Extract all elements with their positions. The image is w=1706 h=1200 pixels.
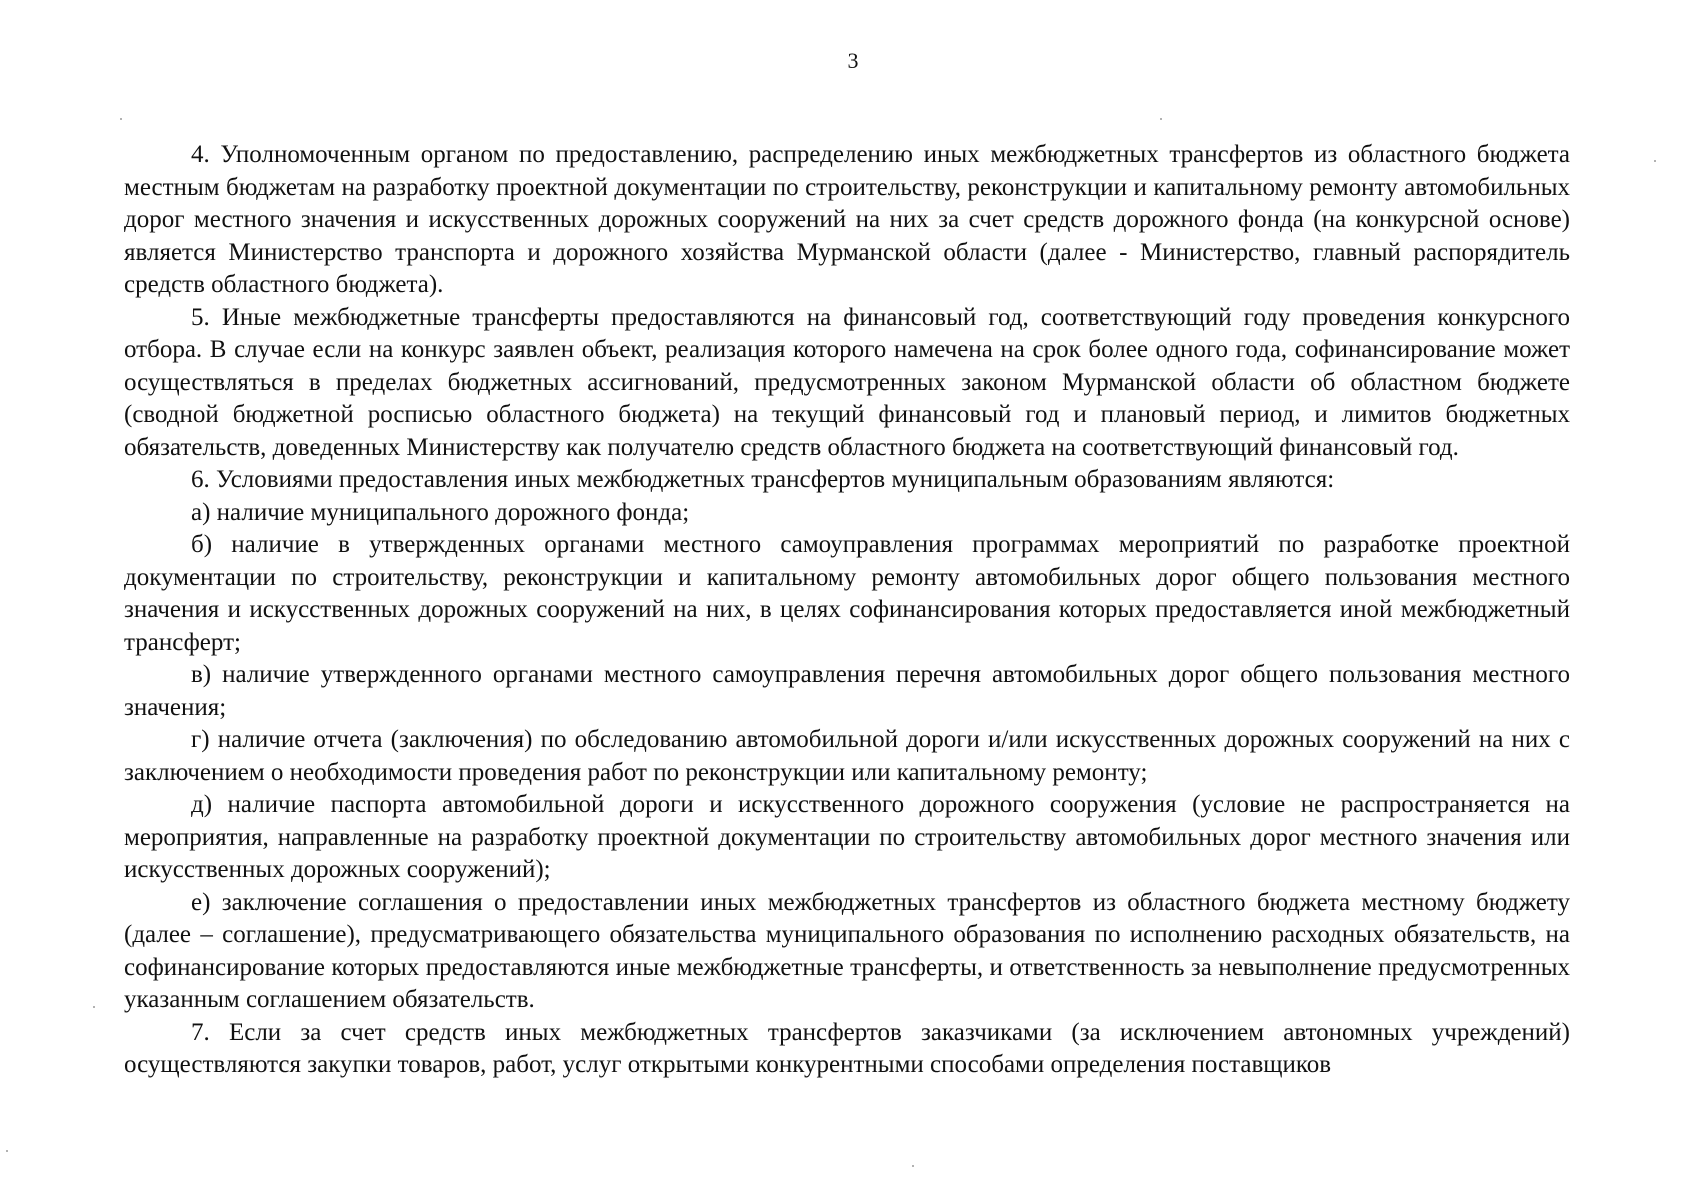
scan-speck bbox=[6, 1150, 8, 1152]
scan-speck bbox=[120, 118, 122, 120]
condition-b: б) наличие в утвержденных органами местного самоуправления программах мероприятий по разработке проектной документации по строительству, реконструкции и капитальному ремонту автомобильных дорог общего пользования местного значения и искусственных дорожных сооружений на них, в целях софинансирования которых предоставляется иной межбюджетный трансферт; bbox=[124, 531, 1570, 656]
paragraph-7: 7. Если за счет средств иных межбюджетных трансфертов заказчиками (за исключением автономных учреждений) осуществляются закупки товаров, работ, услуг открытыми конкурентными способами определения поставщиков bbox=[124, 1018, 1570, 1078]
paragraph-6: 6. Условиями предоставления иных межбюджетных трансфертов муниципальным образованиям являются: bbox=[191, 466, 1335, 493]
condition-d: д) наличие паспорта автомобильной дороги и искусственного дорожного сооружения (условие не распространяется на мероприятия, направленные на разработку проектной документации по строительству автомобильных дорог местного значения или искусственных дорожных сооружений); bbox=[124, 791, 1570, 883]
scan-speck bbox=[1160, 118, 1162, 120]
document-body bbox=[124, 139, 1570, 1082]
paragraph-5: 5. Иные межбюджетные трансферты предоставляются на финансовый год, соответствующий году проведения конкурсного отбора. В случае если на конкурс заявлен объект, реализация которого намечена на срок более одного года, софинансирование может осуществляться в пределах бюджетных ассигнований, предусмотренных законом Мурманской области об областном бюджете (сводной бюджетной росписью областного бюджета) на текущий финансовый год и плановый период, и лимитов бюджетных обязательств, доведенных Министерству как получателю средств областного бюджета на соответствующий финансовый год. bbox=[124, 303, 1570, 461]
condition-e: е) заключение соглашения о предоставлении иных межбюджетных трансфертов из областного бюджета местному бюджету (далее – соглашение), предусматривающего обязательства муниципального образования по исполнению расходных обязательств, на софинансирование которых предоставляются иные межбюджетные трансферты, и ответственность за невыполнение предусмотренных указанным соглашением обязательств. bbox=[124, 888, 1570, 1013]
condition-a: а) наличие муниципального дорожного фонда; bbox=[191, 498, 690, 526]
condition-v: в) наличие утвержденного органами местного самоуправления перечня автомобильных дорог общего пользования местного значения; bbox=[124, 661, 1570, 721]
scan-speck bbox=[93, 1006, 95, 1008]
condition-g: г) наличие отчета (заключения) по обследованию автомобильной дороги и/или искусственных дорожных сооружений на них с заключением о необходимости проведения работ по реконструкции или капитальному ремонту; bbox=[124, 726, 1570, 786]
scan-speck bbox=[1654, 160, 1656, 162]
page-number: 3 bbox=[847, 48, 859, 73]
paragraph-4: 4. Уполномоченным органом по предоставлению, распределению иных межбюджетных трансфертов из областного бюджета местным бюджетам на разработку проектной документации по строительству, реконструкции и капитальному ремонту автомобильных дорог местного значения и искусственных дорожных сооружений на них за счет средств дорожного фонда (на конкурсной основе) является Министерство транспорта и дорожного хозяйства Мурманской области (далее - Министерство, главный распорядитель средств областного бюджета). bbox=[124, 141, 1570, 298]
scan-speck bbox=[912, 1165, 914, 1167]
